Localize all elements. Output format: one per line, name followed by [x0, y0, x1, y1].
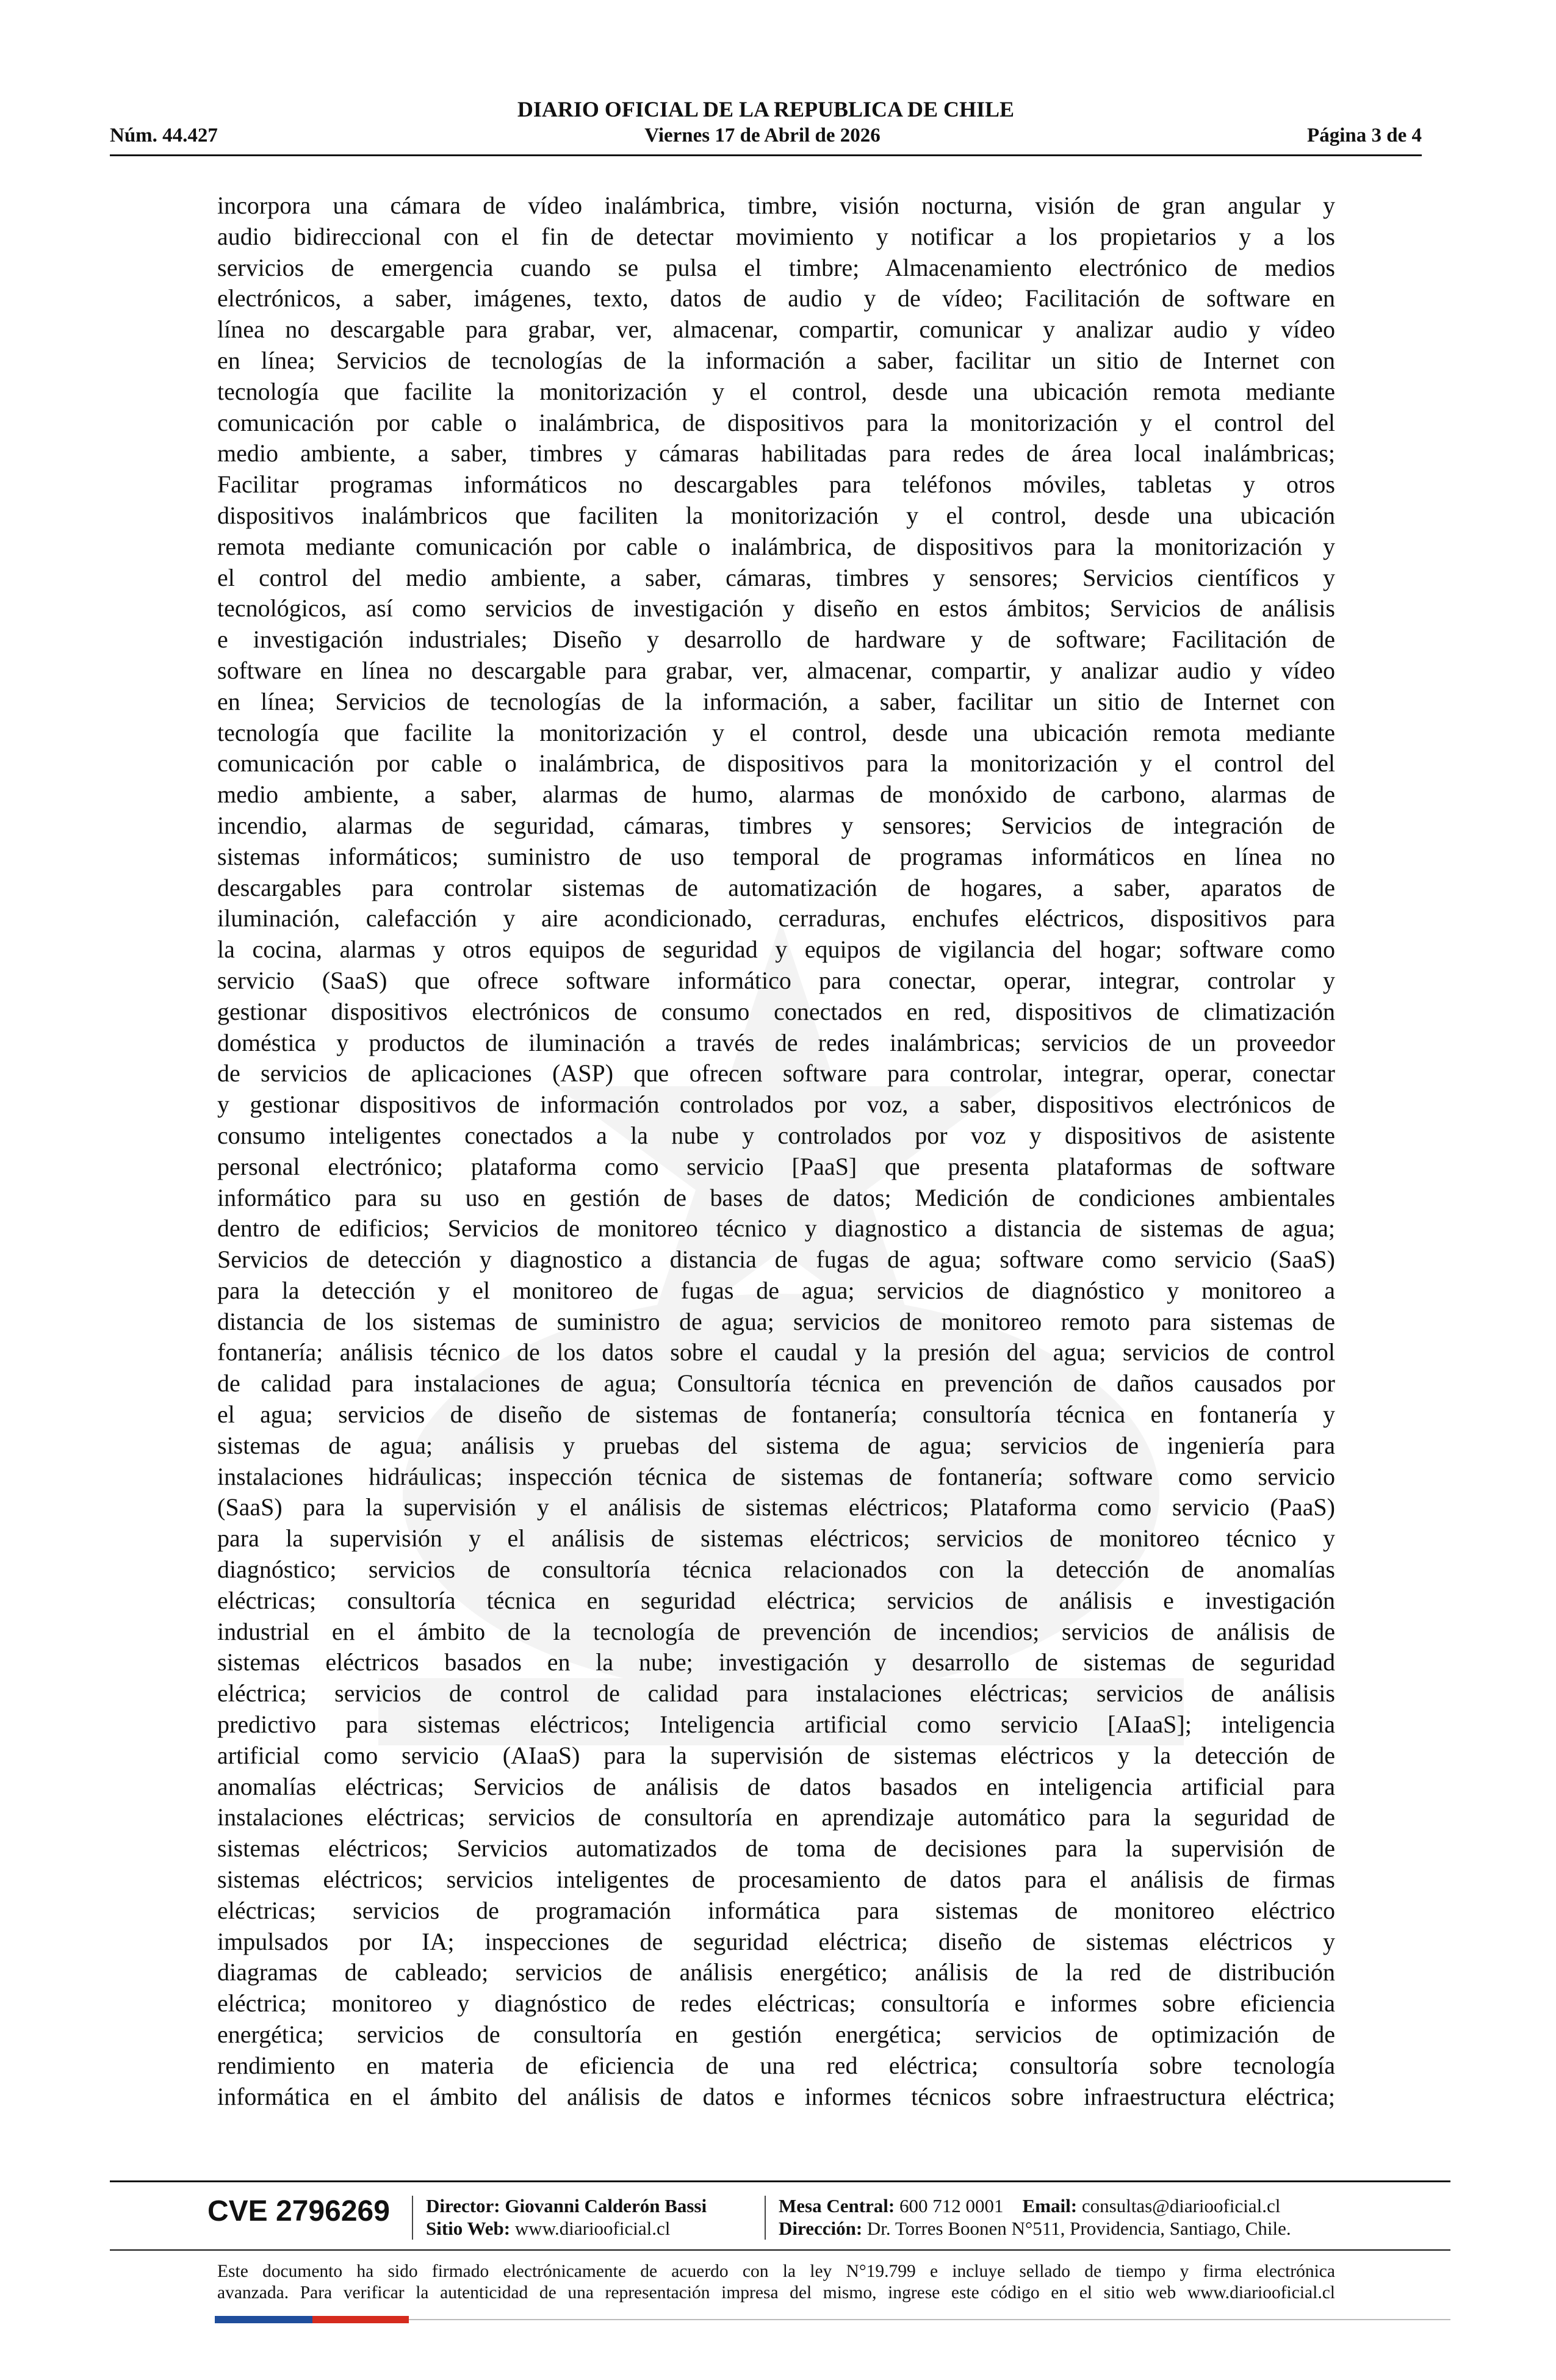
body-line: (SaaS) para la supervisión y el análisis de sistemas eléctricos; Plataforma como servicio (PaaS): [217, 1493, 1335, 1521]
address-label: Dirección:: [779, 2218, 863, 2239]
footer-divider-bottom: [110, 2249, 1450, 2251]
cve-code: CVE 2796269: [207, 2195, 390, 2227]
director-name: Giovanni Calderón Bassi: [505, 2195, 707, 2216]
body-line: instalaciones eléctricas; servicios de consultoría en aprendizaje automático para la seguridad de: [217, 1803, 1335, 1831]
body-line: predictivo para sistemas eléctricos; Inteligencia artificial como servicio [AIaaS]; inteligencia: [217, 1711, 1335, 1739]
body-line: iluminación, calefacción y aire acondicionado, cerraduras, enchufes eléctricos, dispositivos para: [217, 904, 1335, 932]
body-line: informático para su uso en gestión de bases de datos; Medición de condiciones ambientales: [217, 1183, 1335, 1211]
body-line: línea no descargable para grabar, ver, almacenar, compartir, comunicar y analizar audio y vídeo: [217, 316, 1335, 344]
body-line: eléctricas; consultoría técnica en seguridad eléctrica; servicios de análisis e investigación: [217, 1586, 1335, 1614]
body-line: distancia de los sistemas de suministro de agua; servicios de monitoreo remoto para sistemas de: [217, 1307, 1335, 1335]
body-line: electrónicos, a saber, imágenes, texto, datos de audio y de vídeo; Facilitación de software en: [217, 284, 1335, 312]
director-label: Director:: [426, 2195, 500, 2216]
website-label: Sitio Web:: [426, 2218, 511, 2239]
body-line: el agua; servicios de diseño de sistemas de fontanería; consultoría técnica en fontanería y: [217, 1401, 1335, 1429]
flag-stripe-blue: [215, 2316, 312, 2323]
body-line: diagramas de cableado; servicios de análisis energético; análisis de la red de distribución: [217, 1958, 1335, 1986]
body-line: remota mediante comunicación por cable o inalámbrica, de dispositivos para la monitorización y: [217, 532, 1335, 560]
body-line: impulsados por IA; inspecciones de seguridad eléctrica; diseño de sistemas eléctricos y: [217, 1927, 1335, 1955]
body-line: doméstica y productos de iluminación a través de redes inalámbricas; servicios de un proveedor: [217, 1028, 1335, 1056]
body-line: dentro de edificios; Servicios de monitoreo técnico y diagnostico a distancia de sistemas de agua;: [217, 1214, 1335, 1242]
address-line: [779, 2217, 1291, 2240]
body-line: artificial como servicio (AIaaS) para la supervisión de sistemas eléctricos y la detección de: [217, 1741, 1335, 1769]
body-line: sistemas eléctricos; Servicios automatizados de toma de decisiones para la supervisión de: [217, 1834, 1335, 1863]
body-line: software en línea no descargable para grabar, ver, almacenar, compartir, y analizar audio y vídeo: [217, 656, 1335, 684]
issue-number: Núm. 44.427: [110, 124, 218, 146]
body-line: gestionar dispositivos electrónicos de consumo conectados en red, dispositivos de climatización: [217, 997, 1335, 1025]
body-line: personal electrónico; plataforma como servicio [PaaS] que presenta plataformas de software: [217, 1152, 1335, 1180]
body-line: energética; servicios de consultoría en gestión energética; servicios de optimización de: [217, 2021, 1335, 2049]
page-number: Página 3 de 4: [1307, 124, 1422, 146]
email-link[interactable]: consultas@diariooficial.cl: [1081, 2195, 1281, 2216]
body-line: instalaciones hidráulicas; inspección técnica de sistemas de fontanería; software como servicio: [217, 1462, 1335, 1490]
body-line: comunicación por cable o inalámbrica, de dispositivos para la monitorización y el control del: [217, 749, 1335, 777]
header-divider: [110, 154, 1422, 156]
body-line: el control del medio ambiente, a saber, cámaras, timbres y sensores; Servicios científicos y: [217, 563, 1335, 591]
body-line: informática en el ámbito del análisis de datos e informes técnicos sobre infraestructura eléctrica;: [217, 2082, 1335, 2110]
body-line: servicio (SaaS) que ofrece software informático para conectar, operar, integrar, controlar y: [217, 966, 1335, 994]
header-row: [110, 124, 1422, 147]
page-header: [110, 92, 1422, 159]
contact-line: [779, 2194, 1291, 2217]
body-line: de calidad para instalaciones de agua; Consultoría técnica en prevención de daños causados por: [217, 1369, 1335, 1397]
website-line: [426, 2217, 707, 2240]
director-line: [426, 2194, 707, 2217]
body-line: en línea; Servicios de tecnologías de la información a saber, facilitar un sitio de Internet con: [217, 346, 1335, 374]
body-line: dispositivos inalámbricos que faciliten la monitorización y el control, desde una ubicación: [217, 501, 1335, 529]
body-line: diagnóstico; servicios de consultoría técnica relacionados con la detección de anomalías: [217, 1556, 1335, 1584]
body-line: eléctrica; monitoreo y diagnóstico de redes eléctricas; consultoría e informes sobre eficiencia: [217, 1989, 1335, 2018]
footer-contact-block: [779, 2194, 1291, 2240]
phone-label: Mesa Central:: [779, 2195, 895, 2216]
website-link[interactable]: www.diariooficial.cl: [514, 2218, 671, 2239]
body-line: sistemas de agua; análisis y pruebas del sistema de agua; servicios de ingeniería para: [217, 1431, 1335, 1459]
footer-separator-2: [765, 2196, 766, 2240]
body-line: sistemas informáticos; suministro de uso temporal de programas informáticos en línea no: [217, 842, 1335, 870]
body-line: eléctricas; servicios de programación informática para sistemas de monitoreo eléctrico: [217, 1896, 1335, 1924]
body-line: e investigación industriales; Diseño y desarrollo de hardware y de software; Facilitación de: [217, 626, 1335, 654]
flag-stripe: [215, 2316, 409, 2323]
body-line: tecnológicos, así como servicios de investigación y diseño en estos ámbitos; Servicios de análisis: [217, 594, 1335, 622]
body-line: para la detección y el monitoreo de fugas de agua; servicios de diagnóstico y monitoreo a: [217, 1276, 1335, 1304]
footer-separator-1: [412, 2196, 413, 2240]
notice-line: Este documento ha sido firmado electrónicamente de acuerdo con la ley N°19.799 e incluye sellado de tiempo y firma electrónica: [217, 2262, 1335, 2281]
body-line: audio bidireccional con el fin de detectar movimiento y notificar a los propietarios y a los: [217, 222, 1335, 250]
body-line: fontanería; análisis técnico de los datos sobre el caudal y la presión del agua; servicios de control: [217, 1338, 1335, 1366]
footer-bottom-line: [409, 2319, 1450, 2320]
body-line: medio ambiente, a saber, alarmas de humo, alarmas de monóxido de carbono, alarmas de: [217, 781, 1335, 809]
body-line: eléctrica; servicios de control de calidad para instalaciones eléctricas; servicios de análisis: [217, 1679, 1335, 1707]
footer-divider-top: [110, 2180, 1450, 2182]
body-line: de servicios de aplicaciones (ASP) que ofrecen software para controlar, integrar, operar, conectar: [217, 1059, 1335, 1087]
body-line: descargables para controlar sistemas de automatización de hogares, a saber, aparatos de: [217, 873, 1335, 901]
body-line: Facilitar programas informáticos no descargables para teléfonos móviles, tabletas y otros: [217, 471, 1335, 499]
issue-date: Viernes 17 de Abril de 2026: [644, 124, 881, 146]
body-line: sistemas eléctricos; servicios inteligentes de procesamiento de datos para el análisis de firmas: [217, 1866, 1335, 1894]
body-line: anomalías eléctricas; Servicios de análisis de datos basados en inteligencia artificial para: [217, 1772, 1335, 1800]
body-line: y gestionar dispositivos de información controlados por voz, a saber, dispositivos electrónicos de: [217, 1091, 1335, 1119]
body-line: para la supervisión y el análisis de sistemas eléctricos; servicios de monitoreo técnico y: [217, 1524, 1335, 1552]
footer-director-block: [426, 2194, 707, 2240]
body-line: medio ambiente, a saber, timbres y cámaras habilitadas para redes de área local inalámbricas;: [217, 439, 1335, 467]
body-line: incendio, alarmas de seguridad, cámaras, timbres y sensores; Servicios de integración de: [217, 811, 1335, 839]
notice-line: avanzada. Para verificar la autenticidad de una representación impresa del mismo, ingrese este código en el sitio web www.diariooficial.cl: [217, 2283, 1335, 2302]
document-body: [217, 190, 1335, 2112]
email-label: Email:: [1022, 2195, 1078, 2216]
body-line: rendimiento en materia de eficiencia de una red eléctrica; consultoría sobre tecnología: [217, 2051, 1335, 2079]
body-line: en línea; Servicios de tecnologías de la información, a saber, facilitar un sitio de Internet con: [217, 687, 1335, 715]
body-line: industrial en el ámbito de la tecnología de prevención de incendios; servicios de análisis de: [217, 1617, 1335, 1645]
body-line: consumo inteligentes conectados a la nube y controlados por voz y dispositivos de asistente: [217, 1121, 1335, 1149]
body-line: la cocina, alarmas y otros equipos de seguridad y equipos de vigilancia del hogar; software como: [217, 936, 1335, 964]
phone-number: 600 712 0001: [899, 2195, 1004, 2216]
body-line: servicios de emergencia cuando se pulsa el timbre; Almacenamiento electrónico de medios: [217, 253, 1335, 281]
newspaper-title: DIARIO OFICIAL DE LA REPUBLICA DE CHILE: [517, 97, 1015, 121]
body-line: sistemas eléctricos basados en la nube; investigación y desarrollo de sistemas de seguridad: [217, 1648, 1335, 1676]
body-line: tecnología que facilite la monitorización y el control, desde una ubicación remota mediante: [217, 718, 1335, 746]
body-line: comunicación por cable o inalámbrica, de dispositivos para la monitorización y el control del: [217, 408, 1335, 436]
signature-notice: [217, 2261, 1335, 2304]
body-line: Servicios de detección y diagnostico a distancia de fugas de agua; software como servicio (SaaS): [217, 1246, 1335, 1274]
address-text: Dr. Torres Boonen N°511, Providencia, Santiago, Chile.: [866, 2218, 1291, 2239]
body-line: tecnología que facilite la monitorización y el control, desde una ubicación remota mediante: [217, 377, 1335, 405]
flag-stripe-red: [312, 2316, 409, 2323]
body-line: incorpora una cámara de vídeo inalámbrica, timbre, visión nocturna, visión de gran angular y: [217, 192, 1335, 219]
